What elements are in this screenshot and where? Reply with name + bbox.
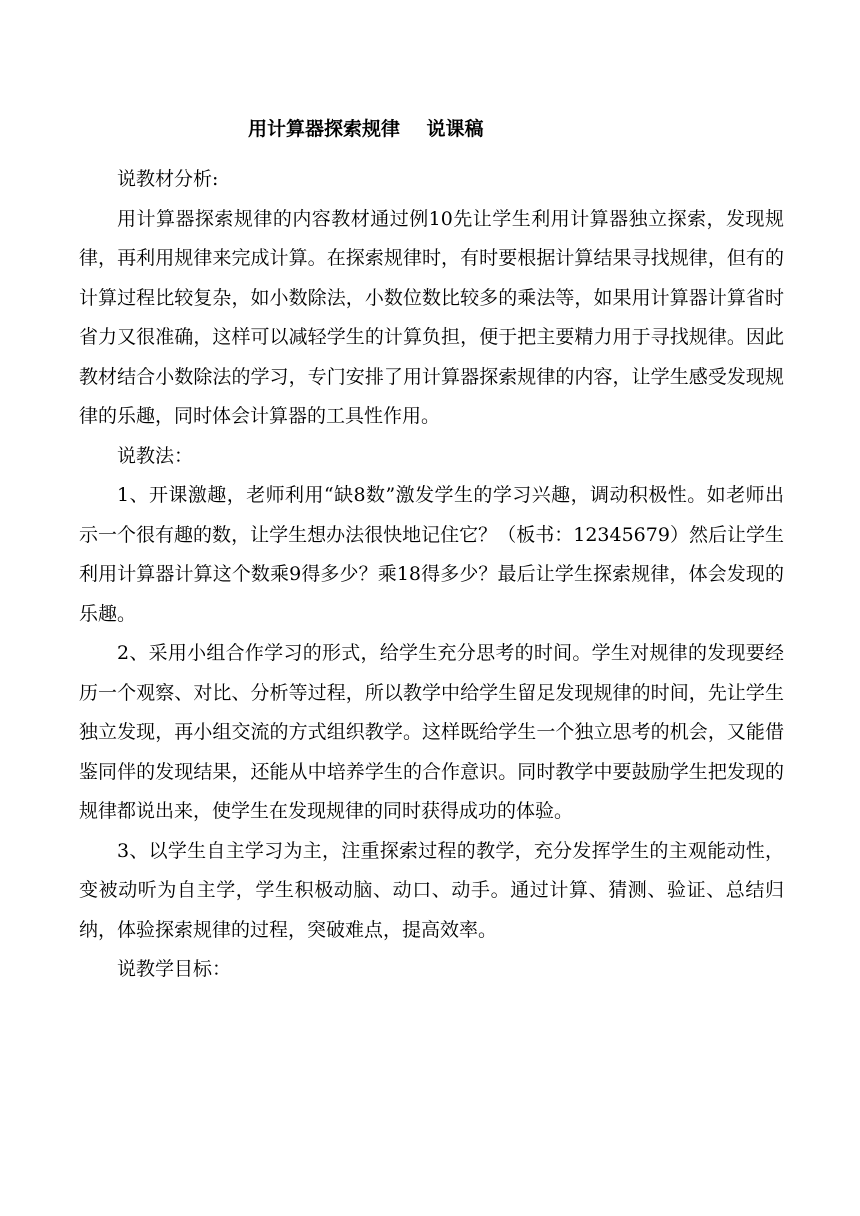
section-heading-textbook-analysis: 说教材分析: — [117, 168, 219, 190]
section-heading-teaching-goals: 说教学目标： — [117, 958, 232, 980]
paragraph-method-1: 1、开课激趣，老师利用“缺8数”激发学生的学习兴趣，调动积极性。如老师出示一个很有趣的数，让学生想办法很快地记住它？（板书：12345679）然后让学生利用计算器计算这个数乘9得多少？乘18得多少？最后让学生探索规律，体会发现的乐趣。 — [79, 484, 784, 625]
paragraph-method-2: 2、采用小组合作学习的形式，给学生充分思考的时间。学生对规律的发现要经历一个观察、对比、分析等过程，所以教学中给学生留足发现规律的时间，先让学生独立发现，再小组交流的方式组织教学。这样既给学生一个独立思考的机会，又能借鉴同伴的发现结果，还能从中培养学生的合作意识。同时教学中要鼓励学生把发现的规律都说出来，使学生在发现规律的同时获得成功的体验。 — [79, 642, 784, 822]
paragraph-method-3: 3、以学生自主学习为主，注重探索过程的教学，充分发挥学生的主观能动性，变被动听为自主学，学生积极动脑、动口、动手。通过计算、猜测、验证、总结归纳，体验探索规律的过程，突破难点，提高效率。 — [79, 839, 784, 941]
document-title: 用计算器探索规律 说课稿 — [248, 118, 484, 140]
paragraph-textbook-analysis: 用计算器探索规律的内容教材通过例10先让学生利用计算器独立探索，发现规律，再利用规律来完成计算。在探索规律时，有时要根据计算结果寻找规律，但有的计算过程比较复杂，如小数除法，小数位数比较多的乘法等，如果用计算器计算省时省力又很准确，这样可以减轻学生的计算负担，便于把主要精力用于寻找规律。因此教材结合小数除法的学习，专门安排了用计算器探索规律的内容，让学生感受发现规律的乐趣，同时体会计算器的工具性作用。 — [79, 207, 784, 427]
document-body — [79, 160, 784, 990]
section-heading-teaching-method: 说教法： — [117, 444, 194, 467]
